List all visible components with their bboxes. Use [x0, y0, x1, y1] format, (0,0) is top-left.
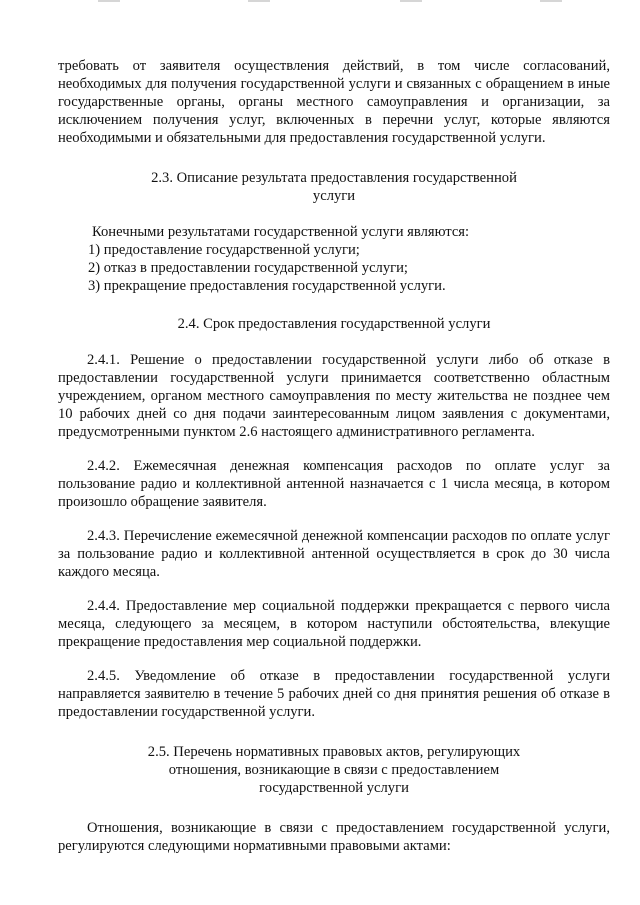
result-item: 2) отказ в предоставлении государственной услуги; [88, 260, 408, 276]
section-2-5-heading [58, 743, 610, 797]
scan-edge-marks [0, 0, 640, 8]
section-2-3-title-line1: 2.3. Описание результата предоставления государственной [151, 170, 517, 186]
clause-2-4-5: 2.4.5. Уведомление об отказе в предоставлении государственной услуги направляется заявителю в течение 5 рабочих дней со дня принятия решения об отказе в предоставлении государственной услуги. [58, 668, 610, 720]
result-item: 1) предоставление государственной услуги; [88, 242, 360, 258]
clause-2-4-3: 2.4.3. Перечисление ежемесячной денежной компенсации расходов по оплате услуг за пользование радио и коллективной антенной осуществляется в срок до 30 числа каждого месяца. [58, 528, 610, 580]
section-2-4-heading [58, 315, 610, 333]
section-2-4-title: 2.4. Срок предоставления государственной услуги [177, 316, 491, 332]
section-2-3-intro: Конечными результатами государственной услуги являются: [92, 224, 470, 240]
section-2-3-title-line2: услуги [312, 188, 356, 204]
document-page [58, 57, 610, 855]
clause-2-4-1: 2.4.1. Решение о предоставлении государственной услуги либо об отказе в предоставлении государственной услуги принимается соответственно областным учреждением, органом местного самоуправления по месту жительства не позднее чем 10 рабочих дней со дня подачи заинтересованным лицом заявления с документами, предусмотренными пунктом 2.6 настоящего административного регламента. [58, 352, 610, 440]
section-2-3-heading [58, 169, 610, 205]
section-2-5-title-line3: государственной услуги [259, 780, 409, 796]
result-item: 3) прекращение предоставления государственной услуги. [88, 278, 446, 294]
section-2-5-title-line2: отношения, возникающие в связи с предоставлением [168, 762, 500, 778]
clause-2-4-4: 2.4.4. Предоставление мер социальной поддержки прекращается с первого числа месяца, следующего за месяцем, в котором наступили обстоятельства, влекущие прекращение предоставления мер социальной поддержки. [58, 598, 610, 650]
section-2-5-paragraph: Отношения, возникающие в связи с предоставлением государственной услуги, регулируются следующими нормативными правовыми актами: [58, 820, 610, 854]
section-2-5-title-line1: 2.5. Перечень нормативных правовых актов, регулирующих [147, 744, 521, 760]
intro-paragraph: требовать от заявителя осуществления действий, в том числе согласований, необходимых для получения государственной услуги и связанных с обращением в иные государственные органы, органы местного самоуправления и организации, за исключением получения услуг, включенных в перечни услуг, которые являются необходимыми и обязательными для предоставления государственной услуги. [58, 58, 610, 146]
clause-2-4-2: 2.4.2. Ежемесячная денежная компенсация расходов по оплате услуг за пользование радио и коллективной антенной назначается с 1 числа месяца, в котором произошло обращение заявителя. [58, 458, 610, 510]
